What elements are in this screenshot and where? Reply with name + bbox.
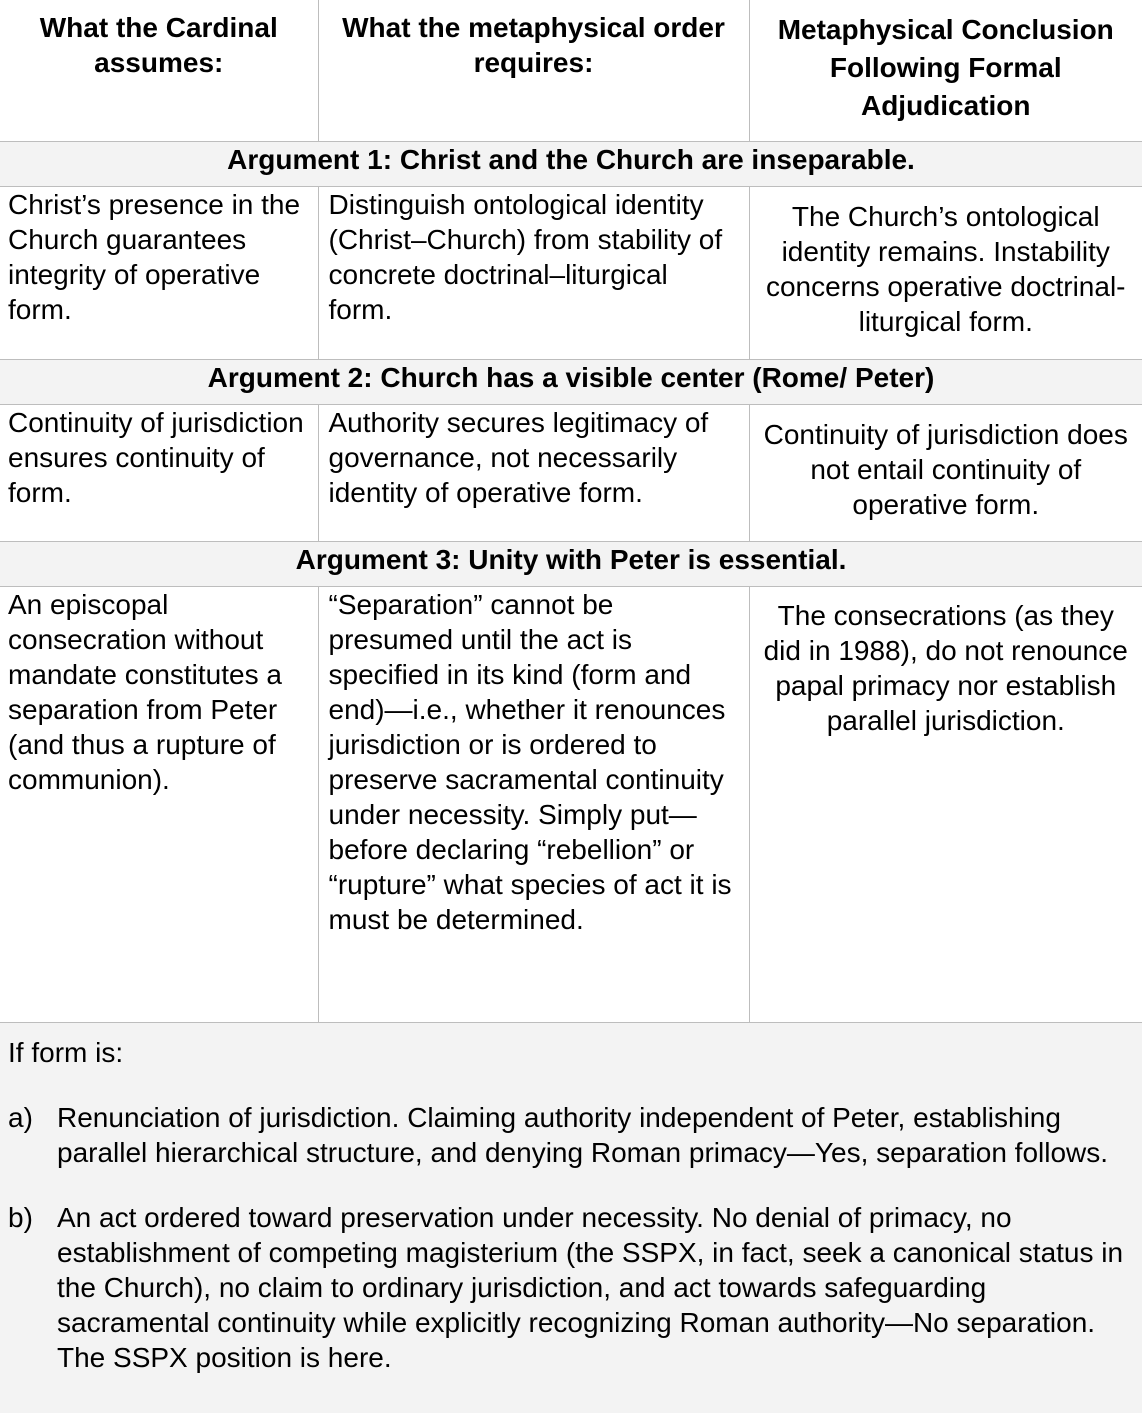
- header-metaphysical-conclusion: Metaphysical Conclusion Following Formal Adjudication: [749, 0, 1142, 142]
- argument-2-assumes: Continuity of jurisdiction ensures continuity of form.: [0, 405, 318, 542]
- argument-row: [0, 587, 1142, 1023]
- argument-row: [0, 405, 1142, 542]
- form-option-b: [8, 1200, 1134, 1375]
- argument-3-title: Argument 3: Unity with Peter is essential.: [0, 542, 1142, 587]
- argument-heading-row: [0, 142, 1142, 187]
- argument-row: [0, 187, 1142, 360]
- argument-1-conclusion: The Church’s ontological identity remains. Instability concerns operative doctrinal-liturgical form.: [749, 187, 1142, 360]
- argument-3-requires: “Separation” cannot be presumed until the act is specified in its kind (form and end)—i.e., whether it renounces jurisdiction or is ordered to preserve sacramental continuity under necessity. Simply put—before declaring “rebellion” or “rupture” what species of act it is must be determined.: [318, 587, 749, 1023]
- form-option-a: [8, 1100, 1134, 1170]
- argument-heading-row: [0, 360, 1142, 405]
- header-row: [0, 0, 1142, 142]
- form-analysis-intro: If form is:: [8, 1035, 1134, 1070]
- argument-1-title: Argument 1: Christ and the Church are inseparable.: [0, 142, 1142, 187]
- form-analysis-section: [0, 1023, 1142, 1413]
- option-marker: a): [8, 1100, 57, 1170]
- argument-2-requires: Authority secures legitimacy of governance, not necessarily identity of operative form.: [318, 405, 749, 542]
- argument-1-requires: Distinguish ontological identity (Christ–Church) from stability of concrete doctrinal–liturgical form.: [318, 187, 749, 360]
- option-text: Renunciation of jurisdiction. Claiming authority independent of Peter, establishing parallel hierarchical structure, and denying Roman primacy—Yes, separation follows.: [57, 1100, 1134, 1170]
- option-text: An act ordered toward preservation under necessity. No denial of primacy, no establishment of competing magisterium (the SSPX, in fact, seek a canonical status in the Church), no claim to ordinary jurisdiction, and act towards safeguarding sacramental continuity while explicitly recognizing Roman authority—No separation. The SSPX position is here.: [57, 1200, 1134, 1375]
- argument-heading-row: [0, 542, 1142, 587]
- argument-2-conclusion: Continuity of jurisdiction does not entail continuity of operative form.: [749, 405, 1142, 542]
- argument-2-title: Argument 2: Church has a visible center (Rome/ Peter): [0, 360, 1142, 405]
- header-metaphysical-order: What the metaphysical order requires:: [318, 0, 749, 142]
- argument-3-conclusion: The consecrations (as they did in 1988), do not renounce papal primacy nor establish parallel jurisdiction.: [749, 587, 1142, 1023]
- option-marker: b): [8, 1200, 57, 1375]
- header-cardinal-assumes: What the Cardinal assumes:: [0, 0, 318, 142]
- argument-3-assumes: An episcopal consecration without mandate constitutes a separation from Peter (and thus a rupture of communion).: [0, 587, 318, 1023]
- footer-row: [0, 1023, 1142, 1413]
- argument-1-assumes: Christ’s presence in the Church guarantees integrity of operative form.: [0, 187, 318, 360]
